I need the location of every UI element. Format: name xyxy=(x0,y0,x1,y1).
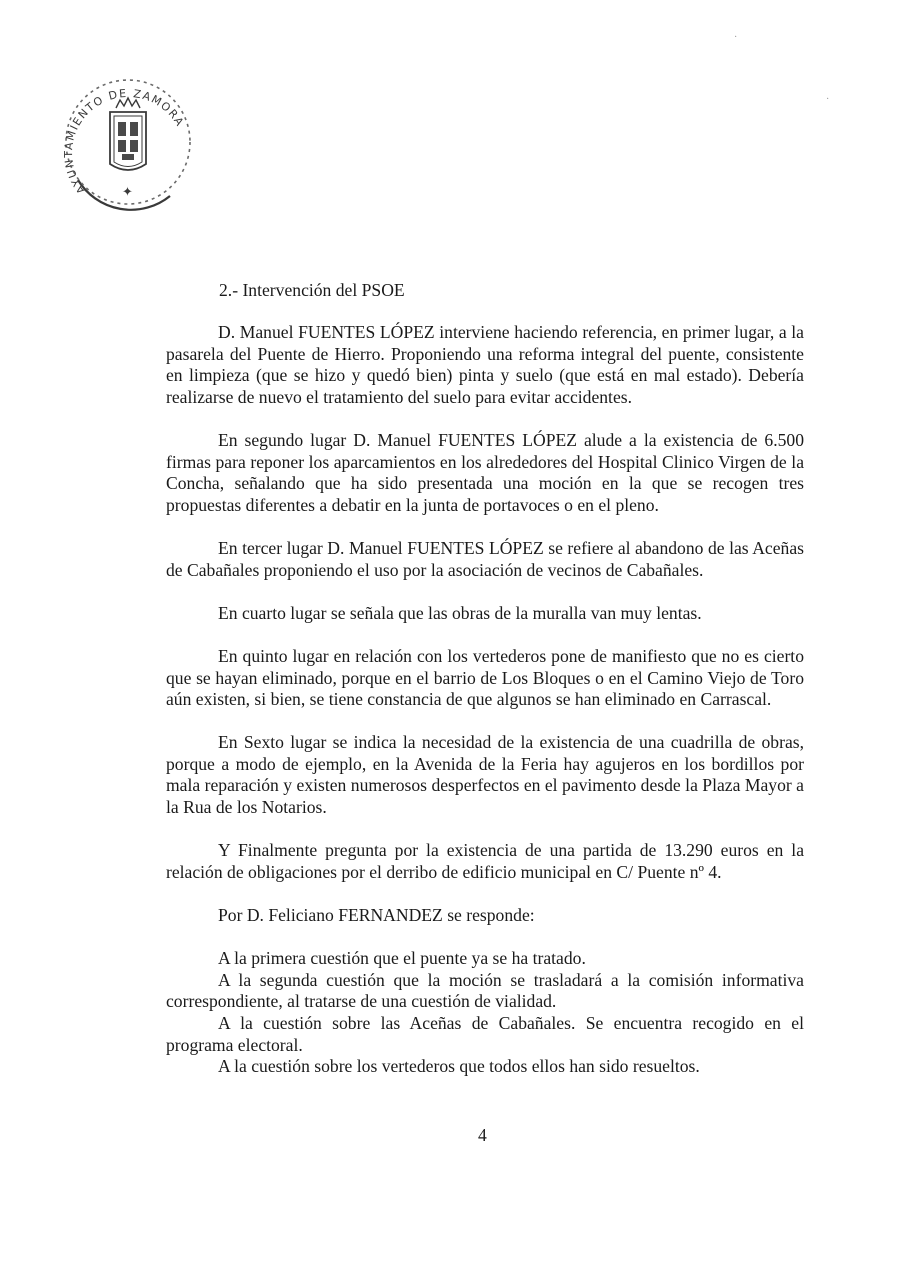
seal-star-icon: ✦ xyxy=(122,185,133,200)
paragraph: D. Manuel FUENTES LÓPEZ interviene haciendo referencia, en primer lugar, a la pasarela del Puente de Hierro. Proponiendo una reforma integral del puente, consistente en limpieza (que se hizo y quedó bien) pinta y suelo (que está en mal estado). Debería realizarse de nuevo el tratamiento del suelo para evitar accidentes. xyxy=(166,322,804,407)
seal-text: AYUNTAMIENTO DE ZAMORA xyxy=(62,86,187,197)
paragraph: Y Finalmente pregunta por la existencia de una partida de 13.290 euros en la relación de obligaciones por el derribo de edificio municipal en C/ Puente nº 4. xyxy=(166,840,804,882)
answer-item: A la primera cuestión que el puente ya se ha tratado. xyxy=(218,948,586,969)
paragraph: En segundo lugar D. Manuel FUENTES LÓPEZ alude a la existencia de 6.500 firmas para reponer los aparcamientos en los alrededores del Hospital Clinico Virgen de la Concha, señalando que ha sido presentada una moción en la que se recogen tres propuestas diferentes a debatir en la junta de portavoces o en el pleno. xyxy=(166,429,804,515)
page-number: 4 xyxy=(478,1125,487,1145)
body-text xyxy=(166,322,804,1078)
paragraph: En Sexto lugar se indica la necesidad de la existencia de una cuadrilla de obras, porque a modo de ejemplo, en la Avenida de la Feria hay agujeros en los bordillos por mala reparación y existen numerosos desperfectos en el pavimento desde la Plaza Mayor a la Rua de los Notarios. xyxy=(166,732,804,818)
scan-speck: · xyxy=(734,32,738,43)
answer-item: A la cuestión sobre los vertederos que todos ellos han sido resueltos. xyxy=(218,1056,700,1077)
scan-speck: · xyxy=(826,94,830,105)
paragraph: Por D. Feliciano FERNANDEZ se responde: xyxy=(218,905,535,926)
answer-item: A la cuestión sobre las Aceñas de Cabañales. Se encuentra recogido en el programa electoral. xyxy=(166,1013,804,1055)
municipal-seal-stamp xyxy=(58,72,198,212)
paragraph: En quinto lugar en relación con los vertederos pone de manifiesto que no es cierto que se hayan eliminado, porque en el barrio de Los Bloques o en el Camino Viejo de Toro aún existen, si bien, se tiene constancia de que algunos se han eliminado en Carrascal. xyxy=(166,645,804,710)
section-heading: 2.- Intervención del PSOE xyxy=(219,280,405,300)
paragraph: En tercer lugar D. Manuel FUENTES LÓPEZ se refiere al abandono de las Aceñas de Cabañales proponiendo el uso por la asociación de vecinos de Cabañales. xyxy=(166,537,804,580)
paragraph: En cuarto lugar se señala que las obras de la muralla van muy lentas. xyxy=(218,602,702,623)
answer-item: A la segunda cuestión que la moción se trasladará a la comisión informativa correspondiente, al tratarse de una cuestión de vialidad. xyxy=(166,969,804,1012)
